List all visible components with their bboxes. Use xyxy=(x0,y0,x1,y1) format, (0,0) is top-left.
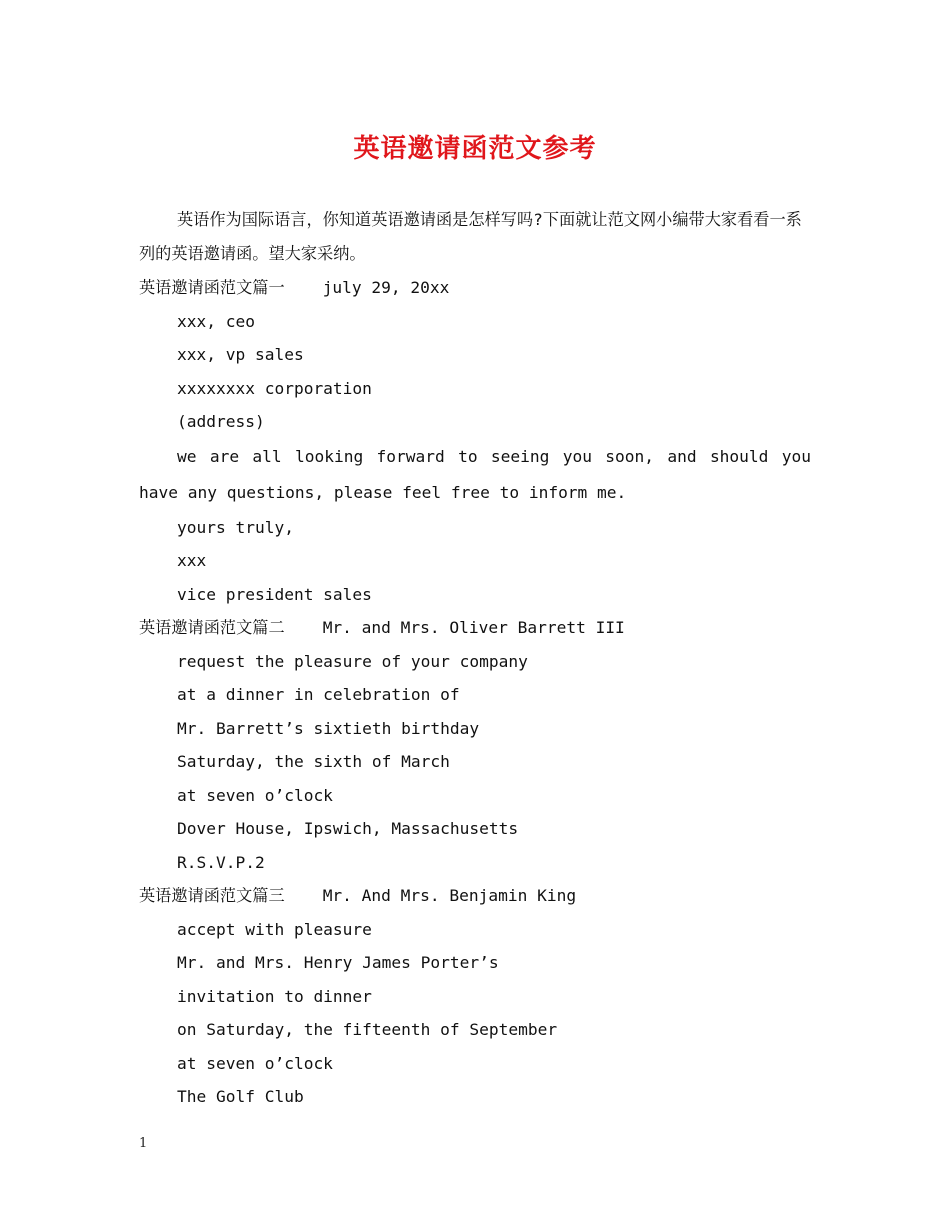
section-2-line: R.S.V.P.2 xyxy=(177,852,265,872)
section-3-line: at seven o’clock xyxy=(177,1053,333,1073)
section-2-heading-host: Mr. and Mrs. Oliver Barrett III xyxy=(322,618,625,637)
section-3-line: on Saturday, the fifteenth of September xyxy=(177,1020,558,1039)
section-1-closing-line: yours truly, xyxy=(177,517,294,537)
page-number: 1 xyxy=(139,1136,148,1151)
section-1-line: xxxxxxxx corporation xyxy=(177,378,372,398)
section-2-heading-label: 英语邀请函范文篇二 xyxy=(139,618,285,637)
section-3-line: accept with pleasure xyxy=(177,919,372,939)
section-3-heading-label: 英语邀请函范文篇三 xyxy=(139,886,285,905)
section-1-heading xyxy=(139,271,811,305)
section-2-line: Mr. Barrett’s sixtieth birthday xyxy=(177,718,480,738)
section-1-paragraph: we are all looking forward to seeing you soon, and should you have any questions, please feel free to inform me. xyxy=(139,446,811,502)
section-3-line: Mr. and Mrs. Henry James Porter’s xyxy=(177,953,499,972)
section-2-line: at a dinner in celebration of xyxy=(177,685,460,704)
section-1-closing-line: vice president sales xyxy=(177,584,372,604)
section-1-line: xxx, ceo xyxy=(177,311,255,331)
document-title: 英语邀请函范文参考 xyxy=(353,134,597,164)
section-2-line: Dover House, Ipswich, Massachusetts xyxy=(177,819,519,838)
section-1-line: (address) xyxy=(177,412,265,431)
section-3-heading xyxy=(139,879,811,913)
section-1-heading-label: 英语邀请函范文篇一 xyxy=(139,278,285,297)
section-2-line: request the pleasure of your company xyxy=(177,651,528,671)
section-3-line: invitation to dinner xyxy=(177,986,372,1006)
section-3-line: The Golf Club xyxy=(177,1087,304,1106)
document-body xyxy=(139,203,811,1114)
section-1-line: xxx, vp sales xyxy=(177,345,304,364)
section-2-line: at seven o’clock xyxy=(177,785,333,805)
section-2-line: Saturday, the sixth of March xyxy=(177,752,450,771)
section-1-closing-line: xxx xyxy=(177,551,207,570)
intro-paragraph: 英语作为国际语言，你知道英语邀请函是怎样写吗?下面就让范文网小编带大家看看一系列的英语邀请函。望大家采纳。 xyxy=(139,210,802,263)
section-1-heading-date: july 29, 20xx xyxy=(322,278,450,297)
section-3-heading-guest: Mr. And Mrs. Benjamin King xyxy=(322,886,577,905)
section-2-heading xyxy=(139,611,811,645)
